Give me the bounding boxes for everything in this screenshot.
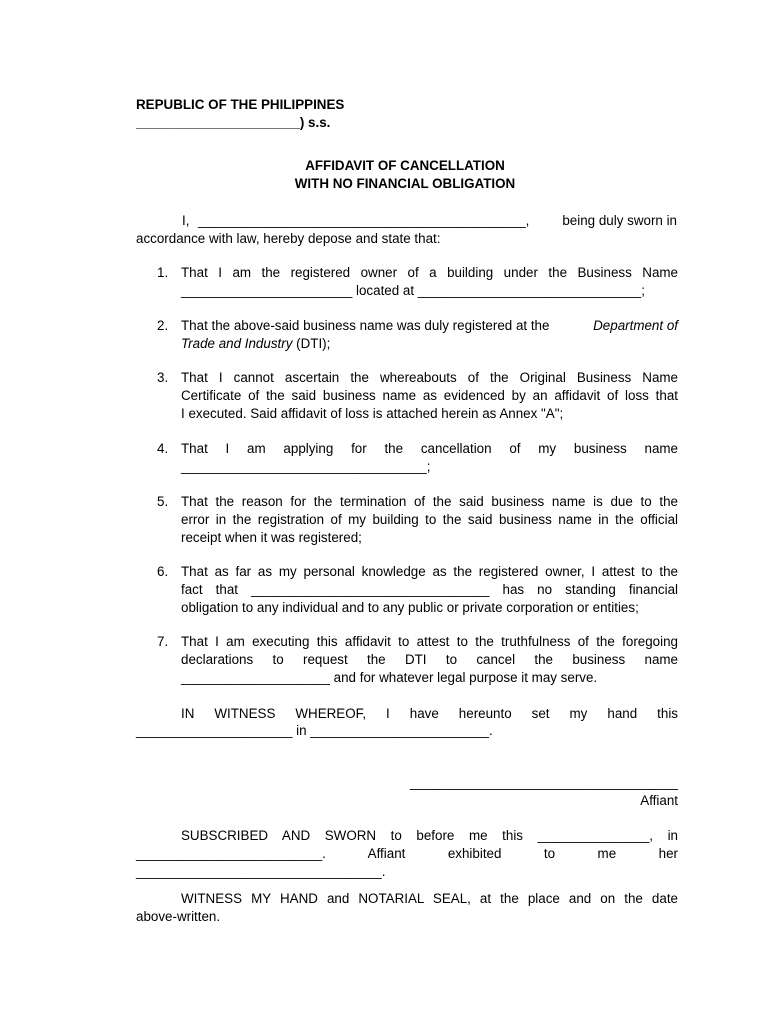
venue-line	[136, 114, 330, 131]
item-number: 3.	[157, 370, 169, 385]
item-3-line2: Certificate of the said business name as evidenced by an affidavit of loss that	[181, 388, 678, 403]
notarial-line2: above-written.	[136, 909, 221, 924]
affiant-label: Affiant	[640, 793, 678, 808]
subscribed-line2: _________________________. Affiant exhibited to me her	[136, 846, 678, 861]
witness-line1: IN WITNESS WHEREOF, I have hereunto set my hand this	[181, 706, 678, 721]
venue-suffix: ) s.s.	[299, 115, 331, 130]
item-6-line3: obligation to any individual and to any public or private corporation or entities;	[181, 600, 639, 615]
item-3-line1: That I cannot ascertain the whereabouts of the Original Business Name	[181, 370, 678, 385]
item-6-line1: That as far as my personal knowledge as the registered owner, I attest to the	[181, 564, 678, 579]
item-5-line2: error in the registration of my building to the said business name in the official	[181, 512, 678, 527]
document-title-line1: AFFIDAVIT OF CANCELLATION	[305, 158, 505, 173]
subscribed-line3: _________________________________.	[136, 864, 386, 879]
item-7-line3: ____________________ and for whatever legal purpose it may serve.	[181, 670, 598, 685]
item-number: 6.	[157, 564, 169, 579]
item-3-line3: I executed. Said affidavit of loss is attached herein as Annex "A";	[181, 406, 564, 421]
notarial-line1: WITNESS MY HAND and NOTARIAL SEAL, at the place and on the date	[181, 891, 678, 906]
item-number: 2.	[157, 318, 169, 333]
item-4-line1: That I am applying for the cancellation of my business name	[181, 441, 678, 456]
item-2-line1	[181, 317, 678, 334]
item-7-line1: That I am executing this affidavit to attest to the truthfulness of the foregoing	[181, 634, 678, 649]
item-5-line3: receipt when it was registered;	[181, 530, 362, 545]
affiant-signature-line: ____________________________________	[409, 775, 678, 790]
witness-line2: _____________________ in ________________________.	[136, 723, 493, 738]
intro-suffix: being duly sworn in	[562, 213, 677, 228]
intro-prefix: I,	[182, 213, 190, 228]
item-5-line1: That the reason for the termination of the said business name is due to the	[181, 494, 678, 509]
item-number: 7.	[157, 634, 169, 649]
item-6-line2: fact that ________________________________ has no standing financial	[181, 582, 678, 597]
item-7-line2: declarations to request the DTI to cancel the business name	[181, 652, 678, 667]
item-number: 5.	[157, 494, 169, 509]
document-title-line2: WITH NO FINANCIAL OBLIGATION	[294, 176, 516, 191]
item-2-text: That the above-said business name was duly registered at the	[181, 318, 550, 333]
item-number: 1.	[157, 265, 169, 280]
subscribed-line1: SUBSCRIBED AND SWORN to before me this _______________, in	[181, 828, 678, 843]
item-2-agency-italic-cont: Trade and Industry	[181, 336, 293, 351]
item-2-abbrev: (DTI);	[296, 336, 331, 351]
republic-heading: REPUBLIC OF THE PHILIPPINES	[136, 97, 345, 112]
item-1-line2: _______________________ located at ______________________________;	[181, 283, 645, 298]
item-2-agency-italic: Department of	[593, 318, 678, 333]
item-2-line2	[181, 335, 330, 352]
item-number: 4.	[157, 441, 169, 456]
venue-blank: ______________________	[136, 115, 300, 130]
intro-line2: accordance with law, hereby depose and state that:	[136, 231, 441, 246]
item-1-line1: That I am the registered owner of a building under the Business Name	[181, 265, 678, 280]
item-4-line2: _________________________________;	[181, 459, 431, 474]
intro-name-blank: ____________________________________________,	[198, 213, 530, 228]
